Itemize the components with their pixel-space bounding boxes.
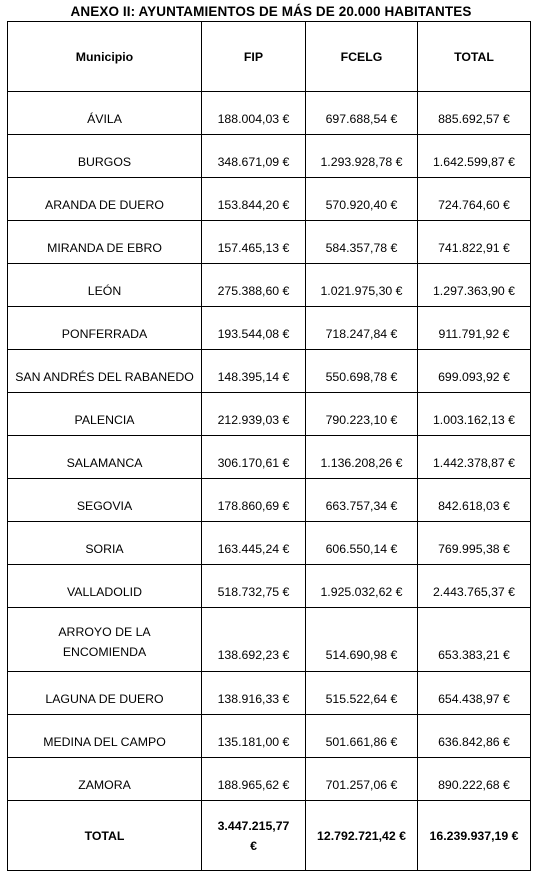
cell-fip: 153.844,20 €	[202, 178, 306, 221]
cell-municipio: MEDINA DEL CAMPO	[8, 715, 202, 758]
cell-municipio: ARANDA DE DUERO	[8, 178, 202, 221]
cell-fip: 188.965,62 €	[202, 758, 306, 801]
table-row	[8, 758, 531, 801]
cell-fcelg: 584.357,78 €	[306, 221, 418, 264]
cell-total: 769.995,38 €	[418, 522, 531, 565]
table-row	[8, 522, 531, 565]
cell-fip: 135.181,00 €	[202, 715, 306, 758]
table-row	[8, 436, 531, 479]
cell-municipio: PONFERRADA	[8, 307, 202, 350]
header-municipio: Municipio	[8, 22, 202, 92]
total-total: 16.239.937,19 €	[418, 801, 531, 871]
cell-fip: 518.732,75 €	[202, 565, 306, 608]
cell-fcelg: 1.293.928,78 €	[306, 135, 418, 178]
table-row	[8, 178, 531, 221]
cell-total: 1.003.162,13 €	[418, 393, 531, 436]
cell-municipio: MIRANDA DE EBRO	[8, 221, 202, 264]
total-fip	[202, 801, 306, 871]
cell-municipio-line1: ARROYO DE LA	[58, 625, 151, 639]
cell-municipio: SEGOVIA	[8, 479, 202, 522]
cell-fip: 157.465,13 €	[202, 221, 306, 264]
cell-fcelg: 514.690,98 €	[306, 608, 418, 672]
cell-total: 699.093,92 €	[418, 350, 531, 393]
table-row	[8, 715, 531, 758]
cell-fcelg: 570.920,40 €	[306, 178, 418, 221]
table-row	[8, 307, 531, 350]
cell-municipio: SAN ANDRÉS DEL RABANEDO	[8, 350, 202, 393]
cell-fcelg: 697.688,54 €	[306, 92, 418, 135]
cell-municipio	[8, 608, 202, 672]
cell-fip: 348.671,09 €	[202, 135, 306, 178]
cell-fcelg: 1.925.032,62 €	[306, 565, 418, 608]
cell-fip: 306.170,61 €	[202, 436, 306, 479]
table-row	[8, 264, 531, 307]
cell-municipio: BURGOS	[8, 135, 202, 178]
table-row	[8, 221, 531, 264]
cell-municipio: VALLADOLID	[8, 565, 202, 608]
total-fcelg: 12.792.721,42 €	[306, 801, 418, 871]
cell-total: 741.822,91 €	[418, 221, 531, 264]
table-row	[8, 565, 531, 608]
cell-total: 724.764,60 €	[418, 178, 531, 221]
cell-total: 636.842,86 €	[418, 715, 531, 758]
cell-fcelg: 550.698,78 €	[306, 350, 418, 393]
table-row	[8, 479, 531, 522]
cell-fip: 163.445,24 €	[202, 522, 306, 565]
total-fip-line1: 3.447.215,77	[217, 818, 290, 833]
cell-fcelg: 701.257,06 €	[306, 758, 418, 801]
cell-municipio: LAGUNA DE DUERO	[8, 672, 202, 715]
cell-total: 911.791,92 €	[418, 307, 531, 350]
cell-fip: 138.692,23 €	[202, 608, 306, 672]
cell-fcelg: 790.223,10 €	[306, 393, 418, 436]
cell-fcelg: 606.550,14 €	[306, 522, 418, 565]
municipalities-table	[7, 21, 531, 871]
cell-fcelg: 1.021.975,30 €	[306, 264, 418, 307]
cell-municipio: SALAMANCA	[8, 436, 202, 479]
cell-total: 885.692,57 €	[418, 92, 531, 135]
cell-total: 1.642.599,87 €	[418, 135, 531, 178]
total-fip-line2: €	[250, 838, 257, 853]
cell-fcelg: 501.661,86 €	[306, 715, 418, 758]
cell-fip: 212.939,03 €	[202, 393, 306, 436]
cell-total: 890.222,68 €	[418, 758, 531, 801]
page-title: ANEXO II: AYUNTAMIENTOS DE MÁS DE 20.000 HABITANTES	[70, 4, 472, 19]
cell-fcelg: 718.247,84 €	[306, 307, 418, 350]
cell-total: 2.443.765,37 €	[418, 565, 531, 608]
cell-fcelg: 515.522,64 €	[306, 672, 418, 715]
cell-municipio: ÁVILA	[8, 92, 202, 135]
cell-municipio: PALENCIA	[8, 393, 202, 436]
header-fcelg: FCELG	[306, 22, 418, 92]
table-row	[8, 92, 531, 135]
table-row	[8, 135, 531, 178]
cell-municipio: LEÓN	[8, 264, 202, 307]
header-fip: FIP	[202, 22, 306, 92]
table-row	[8, 608, 531, 672]
cell-fip: 193.544,08 €	[202, 307, 306, 350]
cell-fip: 275.388,60 €	[202, 264, 306, 307]
cell-total: 1.297.363,90 €	[418, 264, 531, 307]
cell-fcelg: 1.136.208,26 €	[306, 436, 418, 479]
cell-fip: 188.004,03 €	[202, 92, 306, 135]
cell-total: 1.442.378,87 €	[418, 436, 531, 479]
table-header-row	[8, 22, 531, 92]
cell-total: 654.438,97 €	[418, 672, 531, 715]
cell-fcelg: 663.757,34 €	[306, 479, 418, 522]
cell-total: 842.618,03 €	[418, 479, 531, 522]
total-label: TOTAL	[8, 801, 202, 871]
cell-municipio: SORIA	[8, 522, 202, 565]
cell-fip: 178.860,69 €	[202, 479, 306, 522]
total-row	[8, 801, 531, 871]
header-total: TOTAL	[418, 22, 531, 92]
cell-fip: 148.395,14 €	[202, 350, 306, 393]
cell-total: 653.383,21 €	[418, 608, 531, 672]
table-row	[8, 393, 531, 436]
cell-fip: 138.916,33 €	[202, 672, 306, 715]
cell-municipio: ZAMORA	[8, 758, 202, 801]
cell-municipio-line2: ENCOMIENDA	[62, 645, 147, 659]
table-row	[8, 350, 531, 393]
table-row	[8, 672, 531, 715]
